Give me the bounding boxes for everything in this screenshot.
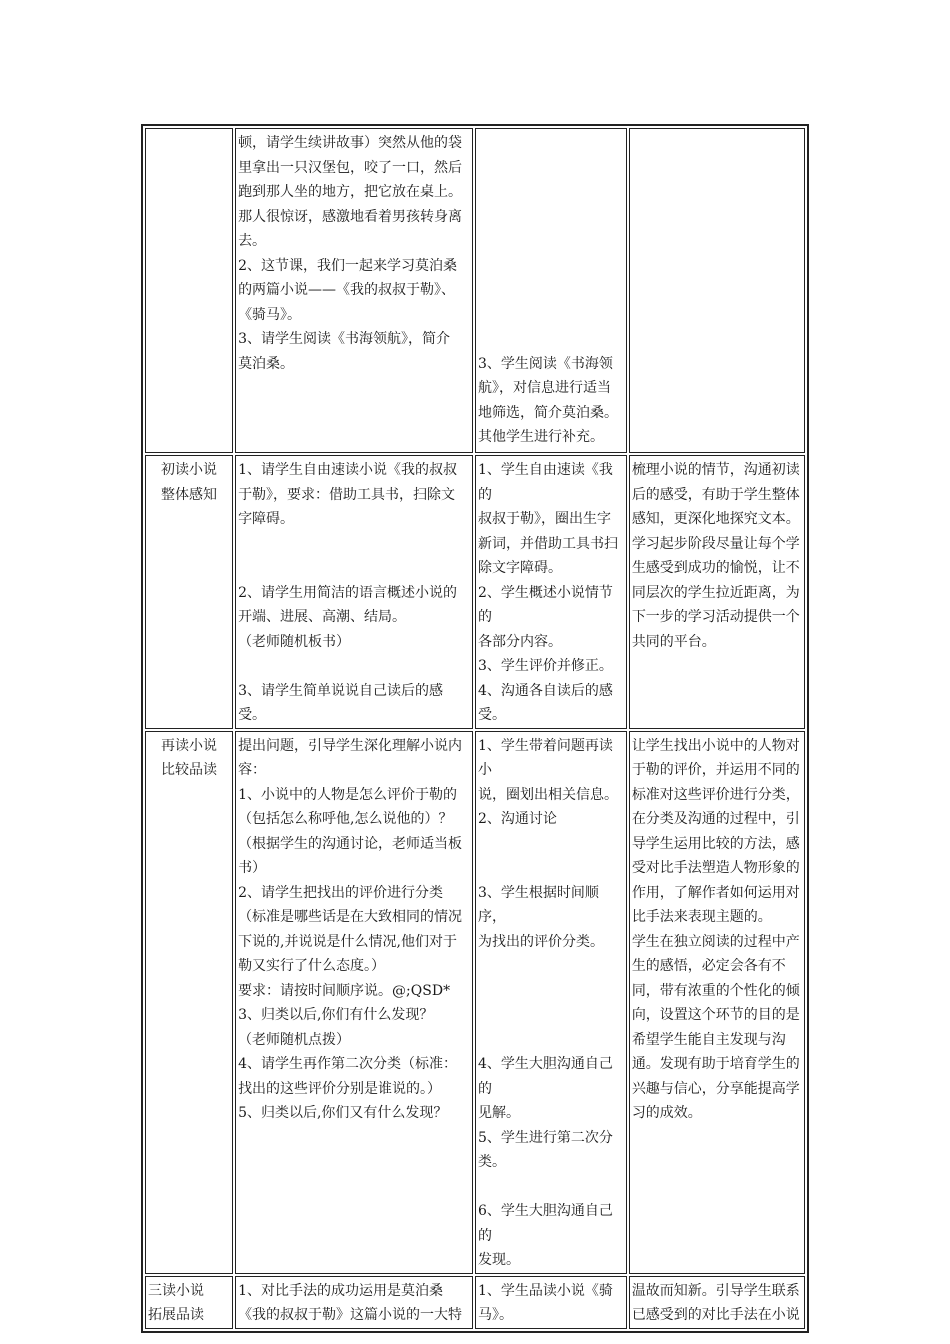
stage-cell: 再读小说 比较品读 bbox=[145, 731, 233, 1274]
student-activity-cell: 3、学生阅读《书海领 航》，对信息进行适当 地筛选，简介莫泊桑。 其他学生进行补充。 bbox=[475, 128, 627, 453]
design-intent-cell: 让学生找出小说中的人物对 于勒的评价，并运用不同的 标准对这些评价进行分类， 在分类及沟通的过程中，引 导学生运用比较的方法，感 受对比手法塑造人物形象的 作用，了解作者如何运用对 比手法来表现主题的。 学生在独立阅读的过程中产 生的感悟，必定会各有不 同，带有浓重的个性化的倾 向，设置这个环节的目的是 希望学生能自主发现与沟 通。发现有助于培育学生的 兴趣与信心，分享能提高学 习的成效。 bbox=[629, 731, 805, 1274]
student-activity-cell: 1、学生带着问题再读小 说，圈划出相关信息。 2、沟通讨论 3、学生根据时间顺序， 为找出的评价分类。 4、学生大胆沟通自己的 见解。 5、学生进行第二次分 类。 6、学生大胆沟通自己的 发现。 bbox=[475, 731, 627, 1274]
table-row bbox=[145, 455, 805, 729]
table-row bbox=[145, 1276, 805, 1329]
teacher-activity-cell: 1、请学生自由速读小说《我的叔叔 于勒》，要求：借助工具书，扫除文 字障碍。 2、请学生用简洁的语言概述小说的 开端、进展、高潮、结局。 （老师随机板书） 3、请学生简单说说自己读后的感 受。 bbox=[235, 455, 473, 729]
stage-cell: 三读小说 拓展品读 bbox=[145, 1276, 233, 1329]
table-row bbox=[145, 128, 805, 453]
teacher-activity-cell: 1、对比手法的成功运用是莫泊桑 《我的叔叔于勒》这篇小说的一大特 bbox=[235, 1276, 473, 1329]
design-intent-cell: 梳理小说的情节，沟通初读 后的感受，有助于学生整体 感知，更深化地探究文本。 学习起步阶段尽量让每个学 生感受到成功的愉悦，让不 同层次的学生拉近距离，为 下一步的学习活动提供一个 共同的平台。 bbox=[629, 455, 805, 729]
design-intent-cell: 温故而知新。引导学生联系 已感受到的对比手法在小说 bbox=[629, 1276, 805, 1329]
stage-cell bbox=[145, 128, 233, 453]
student-activity-cell: 1、学生品读小说《骑 马》。 bbox=[475, 1276, 627, 1329]
teacher-activity-cell: 提出问题，引导学生深化理解小说内 容： 1、小说中的人物是怎么评价于勒的 （包括怎么称呼他,怎么说他的）？ （根据学生的沟通讨论，老师适当板 书） 2、请学生把找出的评价进行分类 （标准是哪些话是在大致相同的情况 下说的,并说说是什么情况,他们对于 勒又实行了什么态度。） 要求：请按时间顺序说。@;QSD* 3、归类以后,你们有什么发现？ （老师随机点拨） 4、请学生再作第二次分类（标准： 找出的这些评价分别是谁说的。） 5、归类以后,你们又有什么发现？ bbox=[235, 731, 473, 1274]
design-intent-cell bbox=[629, 128, 805, 453]
lesson-plan-table bbox=[141, 124, 809, 1333]
stage-cell: 初读小说 整体感知 bbox=[145, 455, 233, 729]
table-row bbox=[145, 731, 805, 1274]
teacher-activity-cell: 顿，请学生续讲故事）突然从他的袋 里拿出一只汉堡包，咬了一口，然后 跑到那人坐的地方，把它放在桌上。 那人很惊讶，感激地看着男孩转身离 去。 2、这节课，我们一起来学习莫泊桑 的两篇小说——《我的叔叔于勒》、 《骑马》。 3、请学生阅读《书海领航》，简介 莫泊桑。 bbox=[235, 128, 473, 453]
student-activity-cell: 1、学生自由速读《我的 叔叔于勒》，圈出生字 新词，并借助工具书扫 除文字障碍。 2、学生概述小说情节的 各部分内容。 3、学生评价并修正。 4、沟通各自读后的感 受。 bbox=[475, 455, 627, 729]
